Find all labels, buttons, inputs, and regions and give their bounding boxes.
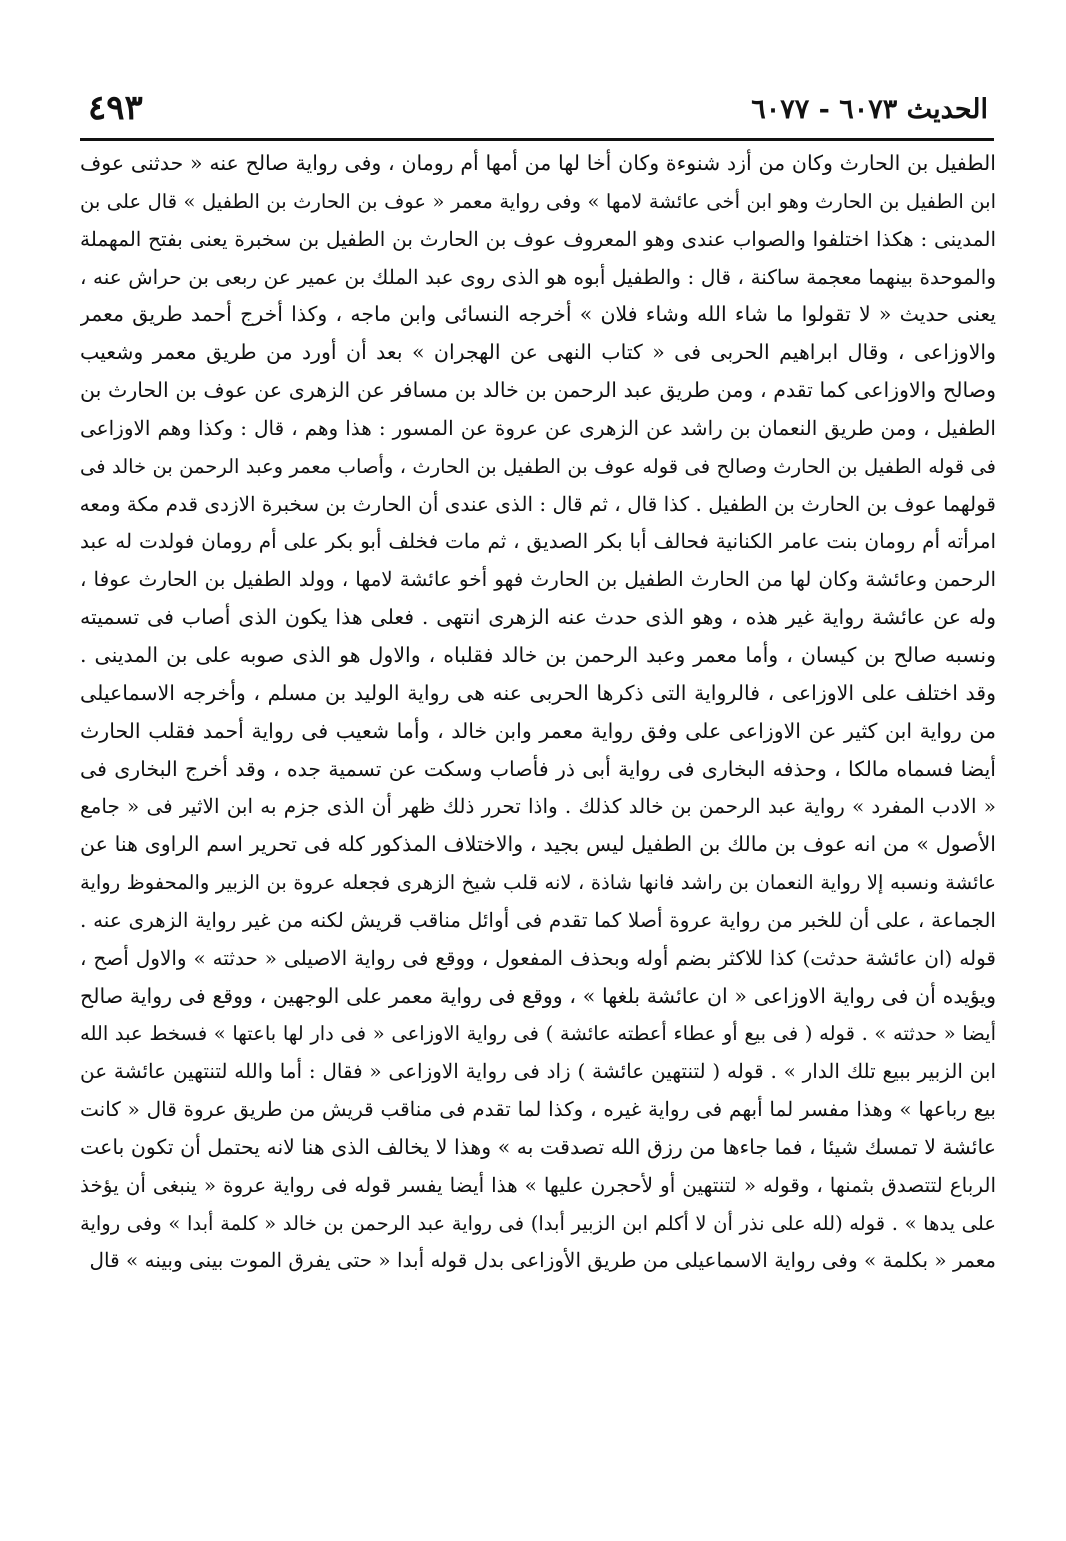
text-line: « الادب المفرد » رواية عبد الرحمن بن خالد كذلك . واذا تحرر ذلك ظهر أن الذى جزم به ابن الاثير فى « جامع [80,794,996,819]
running-head: الحديث ٦٠٧٣ - ٦٠٧٧ [751,94,988,125]
text-line: يعنى حديث « لا تقولوا ما شاء الله وشاء فلان » أخرجه النسائى وابن ماجه ، وكذا أخرج أحمد طريق معمر [80,302,996,327]
text-line: ابن الطفيل بن الحارث وهو ابن أخى عائشة لامها » وفى رواية معمر « عوف بن الحارث بن الطفيل » قال على بن [80,189,996,213]
text-line: من رواية ابن كثير عن الاوزاعى على وفق رواية معمر وابن خالد ، وأما شعيب فى رواية أحمد فقلب الحارث [80,718,996,743]
text-line: امرأته أم رومان بنت عامر الكنانية فحالف أبا بكر الصديق ، ثم مات فخلف أبو بكر على أم رومان فولدت له عبد [80,529,996,554]
text-line: الطفيل بن الحارث وكان من أزد شنوءة وكان أخا لها من أمها أم رومان ، وفى رواية صالح عنه « حدثنى عوف [80,151,996,175]
text-line: معمر « بكلمة » وفى رواية الاسماعيلى من طريق الأوزاعى بدل قوله أبدا « حتى يفرق الموت بينى وبينه » قال [89,1248,996,1273]
text-line: الطفيل ، ومن طريق النعمان بن راشد عن الزهرى عن عروة عن المسور : هذا وهم ، قال : وكذا وهم الاوزاعى [80,415,996,440]
text-line: على يدها » . قوله (لله على نذر أن لا أكلم ابن الزبير أبدا) فى رواية عبد الرحمن بن خالد « كلمة أبدا » وفى رواية [80,1211,996,1235]
text-line: قوله (ان عائشة حدثت) كذا للاكثر بضم أوله وبحذف المفعول ، ووقع فى رواية الاصيلى « حدثته » والاول أصح ، [80,945,996,970]
text-line: الأصول » من انه عوف بن مالك بن الطفيل ليس بجيد ، والاختلاف المذكور كله فى تحرير اسم الراوى هنا عن [80,832,996,857]
text-line: قولهما عوف بن الحارث بن الطفيل . كذا قال ، ثم قال : الذى عندى أن الحارث بن سخبرة الازدى قدم مكة ومعه [80,491,996,516]
page-number: ٤٩٣ [88,88,143,128]
text-line: ويؤيده أن فى رواية الاوزاعى « ان عائشة بلغها » ، ووقع فى رواية معمر على الوجهين ، ووقع فى رواية صالح [80,983,996,1008]
page-header [88,88,988,132]
text-line: الرباع لتتصدق بثمنها ، وقوله « لتنتهين أو لأحجرن عليها » هذا أيضا يفسر قوله فى رواية عروة « ينبغى أن يؤخذ [80,1172,996,1197]
text-line: وقد اختلف على الاوزاعى ، فالرواية التى ذكرها الحربى عنه هى رواية الوليد بن مسلم ، وأخرجه الاسماعيلى [80,680,996,705]
text-line: بيع رباعها » وهذا مفسر لما أبهم فى رواية غيره ، وكذا لما تقدم فى مناقب قريش من طريق عروة قال « كانت [80,1097,996,1122]
text-line: والاوزاعى ، وقال ابراهيم الحربى فى « كتاب النهى عن الهجران » بعد أن أورد من طريق معمر وشعيب [80,340,996,365]
header-rule [80,138,994,141]
text-line: وصالح والاوزاعى كما تقدم ، ومن طريق عبد الرحمن بن خالد بن مسافر عن الزهرى عن عوف بن الحارث بن [80,378,996,403]
text-line: والموحدة بينهما معجمة ساكنة ، قال : والطفيل أبوه هو الذى روى عبد الملك بن عمير عن ربعى بن حراش عنه ، [80,264,996,289]
text-line: عائشة ونسبه إلا رواية النعمان بن راشد فانها شاذة ، لانه قلب شيخ الزهرى فجعله عروة بن الزبير والمحفوظ رواية [80,871,996,895]
text-line: ونسبه صالح بن كيسان ، وأما معمر وعبد الرحمن بن خالد فقلباه ، والاول هو الذى صوبه على بن المدينى . [80,642,996,667]
text-line: المدينى : هكذا اختلفوا والصواب عندى وهو المعروف عوف بن الحارث بن الطفيل بن سخبرة يعنى بفتح المهملة [80,226,996,251]
text-line: وله عن عائشة رواية غير هذه ، وهو الذى حدث عنه الزهرى انتهى . فعلى هذا يكون الذى أصاب فى تسميته [80,605,996,630]
text-line: فى قوله الطفيل بن الحارث وصالح فى قوله عوف بن الطفيل بن الحارث ، وأصاب معمر وعبد الرحمن بن خالد فى [80,454,996,478]
text-line: الجماعة ، على أن للخبر من رواية عروة أصلا كما تقدم فى أوائل مناقب قريش لكنه من غير رواية الزهرى عنه . [80,907,996,932]
text-line: عائشة لا تمسك شيئا ، فما جاءها من رزق الله تصدقت به » وهذا لا يخالف الذى هنا لانه يحتمل أن تكون باعت [80,1134,996,1159]
text-line: أيضا « حدثته » . قوله ( فى بيع أو عطاء أعطته عائشة ) فى رواية الاوزاعى « فى دار لها باعتها » فسخط عبد الله [80,1022,996,1046]
body-text [80,145,996,1280]
text-line: أيضا فسماه مالكا ، وحذفه البخارى فى رواية أبى ذر فأصاب وسكت عن تسمية جده ، وقد أخرج البخارى فى [80,756,996,781]
text-line: الرحمن وعائشة وكان لها من الحارث الطفيل بن الحارث فهو أخو عائشة لامها ، وولد الطفيل بن الحارث عوفا ، [80,567,996,592]
text-line: ابن الزبير ببيع تلك الدار » . قوله ( لتنتهين عائشة ) زاد فى رواية الاوزاعى « فقال : أما والله لتنتهين عائشة عن [80,1059,996,1084]
